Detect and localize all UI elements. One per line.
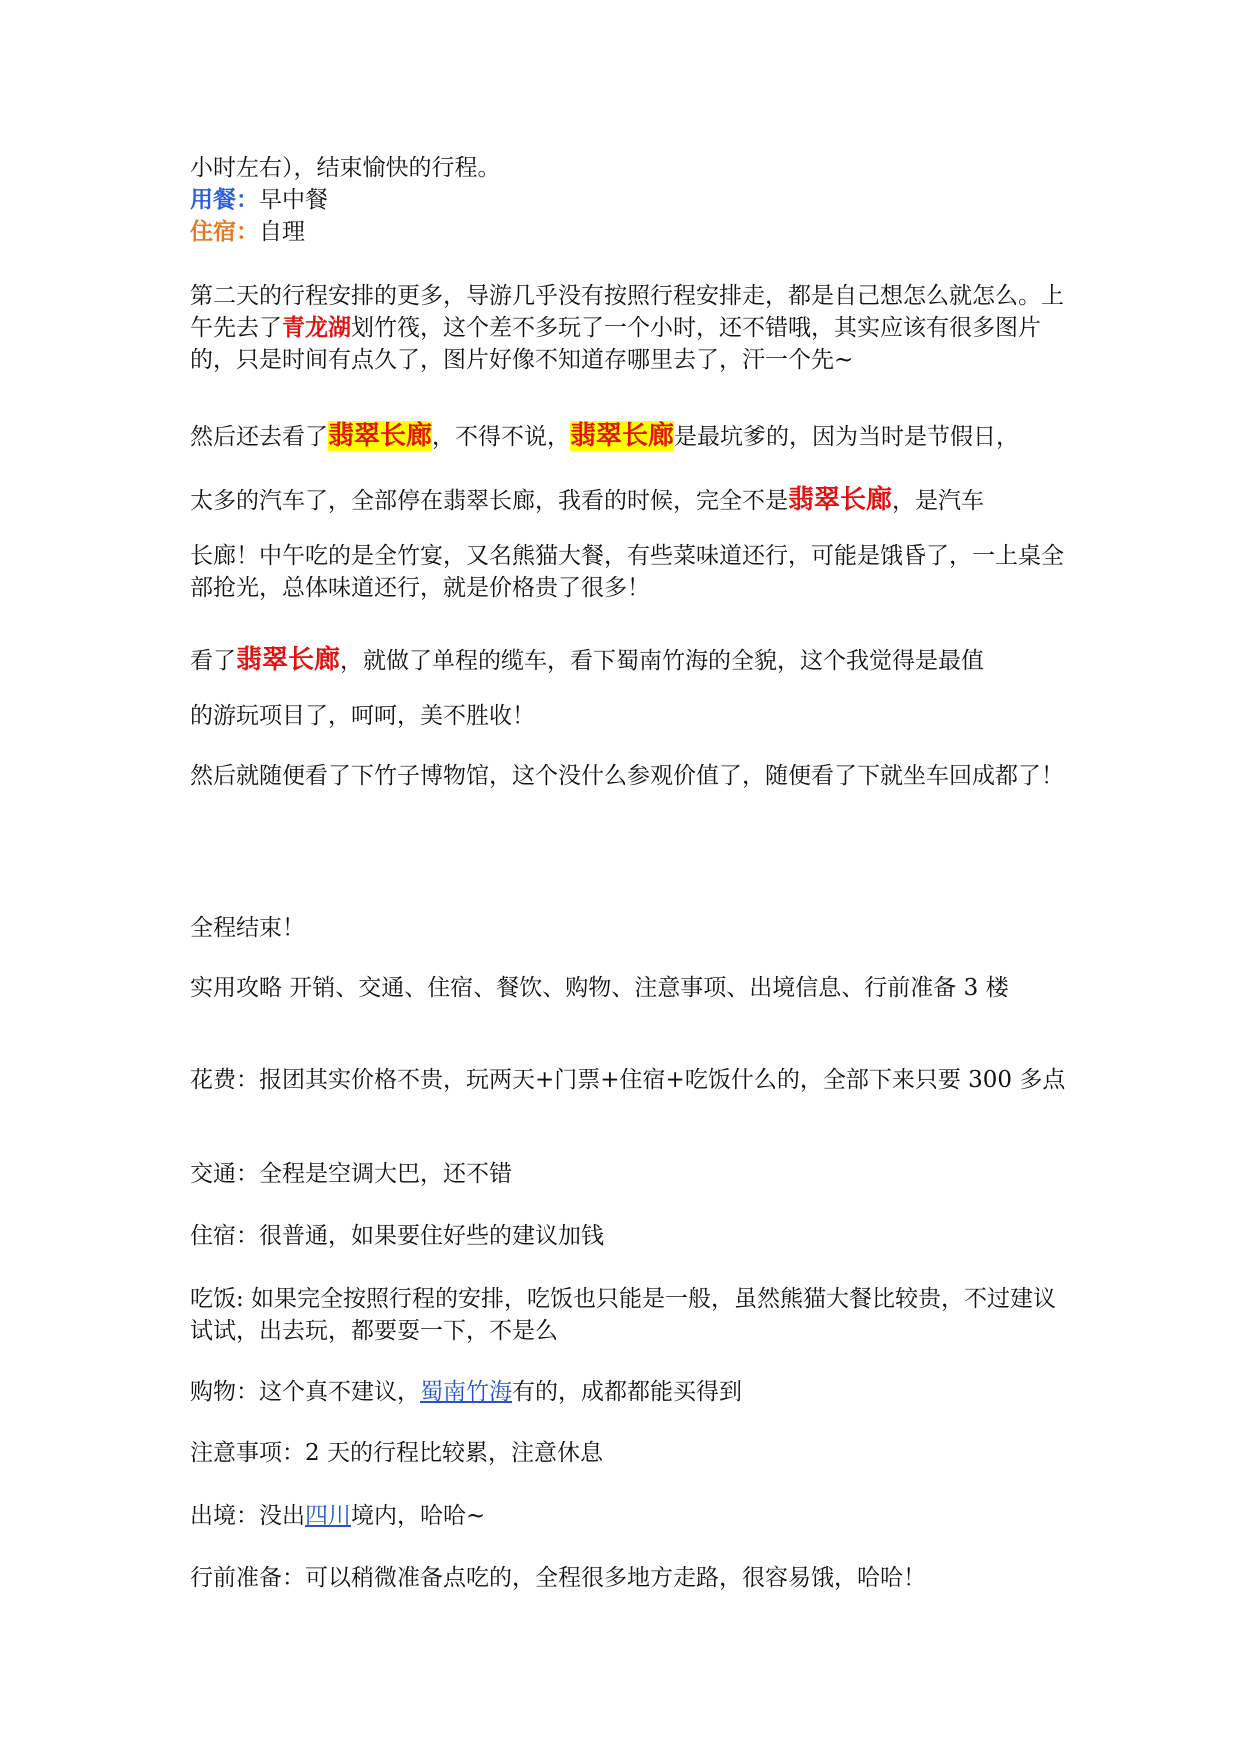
- cost-line: 花费：报团其实价格不贵，玩两天+门票+住宿+吃饭什么的，全部下来只要 300 多点: [190, 1067, 1066, 1093]
- highlight-jade-corridor: 翡翠长廊: [788, 485, 893, 515]
- food-line: 吃饭: 如果完全按照行程的安排，吃饭也只能是一般，虽然熊猫大餐比较贵，不过建议试试，出去玩，都要耍一下，不是么: [190, 1286, 1057, 1344]
- meal-label: 用餐：: [190, 186, 259, 213]
- link-shunan-bamboo-sea[interactable]: 蜀南竹海: [420, 1379, 512, 1405]
- day2-paragraph-5: 看了翡翠长廊，就做了单程的缆车，看下蜀南竹海的全貌，这个我觉得是最值: [190, 645, 985, 675]
- day2-paragraph-1: 第二天的行程安排的更多，导游几乎没有按照行程安排走，都是自己想怎么就怎么。上午先去了青龙湖划竹筏，这个差不多玩了一个小时，还不错哦，其实应该有很多图片的，只是时间有点久了，图片好像不知道存哪里去了，汗一个先~: [190, 283, 1064, 373]
- prep-line: 行前准备：可以稍微准备点吃的，全程很多地方走路，很容易饿，哈哈！: [190, 1565, 926, 1591]
- trip-end: 全程结束！: [190, 915, 305, 941]
- transport-line: 交通：全程是空调大巴，还不错: [190, 1161, 512, 1187]
- notice-line: 注意事项：2 天的行程比较累，注意休息: [190, 1440, 603, 1466]
- meal-value: 早中餐: [259, 187, 328, 213]
- highlight-jade-corridor: 翡翠长廊: [570, 421, 675, 451]
- shopping-line: 购物：这个真不建议，蜀南竹海有的，成都都能买得到: [190, 1379, 742, 1405]
- stay-label: 住宿：: [190, 218, 259, 245]
- exit-line: 出境：没出四川境内，哈哈~: [190, 1503, 486, 1529]
- guide-line: 实用攻略 开销、交通、住宿、餐饮、购物、注意事项、出境信息、行前准备 3 楼: [190, 975, 1009, 1001]
- place-qinglong-lake: 青龙湖: [282, 314, 351, 341]
- stay-line: [190, 216, 1070, 248]
- day2-paragraph-6: 的游玩项目了，呵呵，美不胜收！: [190, 703, 535, 729]
- link-sichuan[interactable]: 四川: [305, 1503, 351, 1529]
- stay-value: 自理: [259, 219, 305, 245]
- day1-end-line: 小时左右），结束愉快的行程。: [190, 155, 501, 181]
- day2-paragraph-3: 太多的汽车了，全部停在翡翠长廊，我看的时候，完全不是翡翠长廊，是汽车: [190, 485, 985, 515]
- stay-summary-line: 住宿：很普通，如果要住好些的建议加钱: [190, 1223, 604, 1249]
- day2-paragraph-4: 长廊！中午吃的是全竹宴，又名熊猫大餐，有些菜味道还行，可能是饿昏了，一上桌全部抢光，总体味道还行，就是价格贵了很多！: [190, 543, 1064, 601]
- day2-paragraph-2: 然后还去看了翡翠长廊，不得不说，翡翠长廊是最坑爹的，因为当时是节假日，: [190, 421, 1020, 451]
- meal-line: [190, 184, 1070, 216]
- highlight-jade-corridor: 翡翠长廊: [236, 645, 341, 675]
- highlight-jade-corridor: 翡翠长廊: [328, 421, 433, 451]
- day2-paragraph-7: 然后就随便看了下竹子博物馆，这个没什么参观价值了，随便看了下就坐车回成都了！: [190, 763, 1064, 789]
